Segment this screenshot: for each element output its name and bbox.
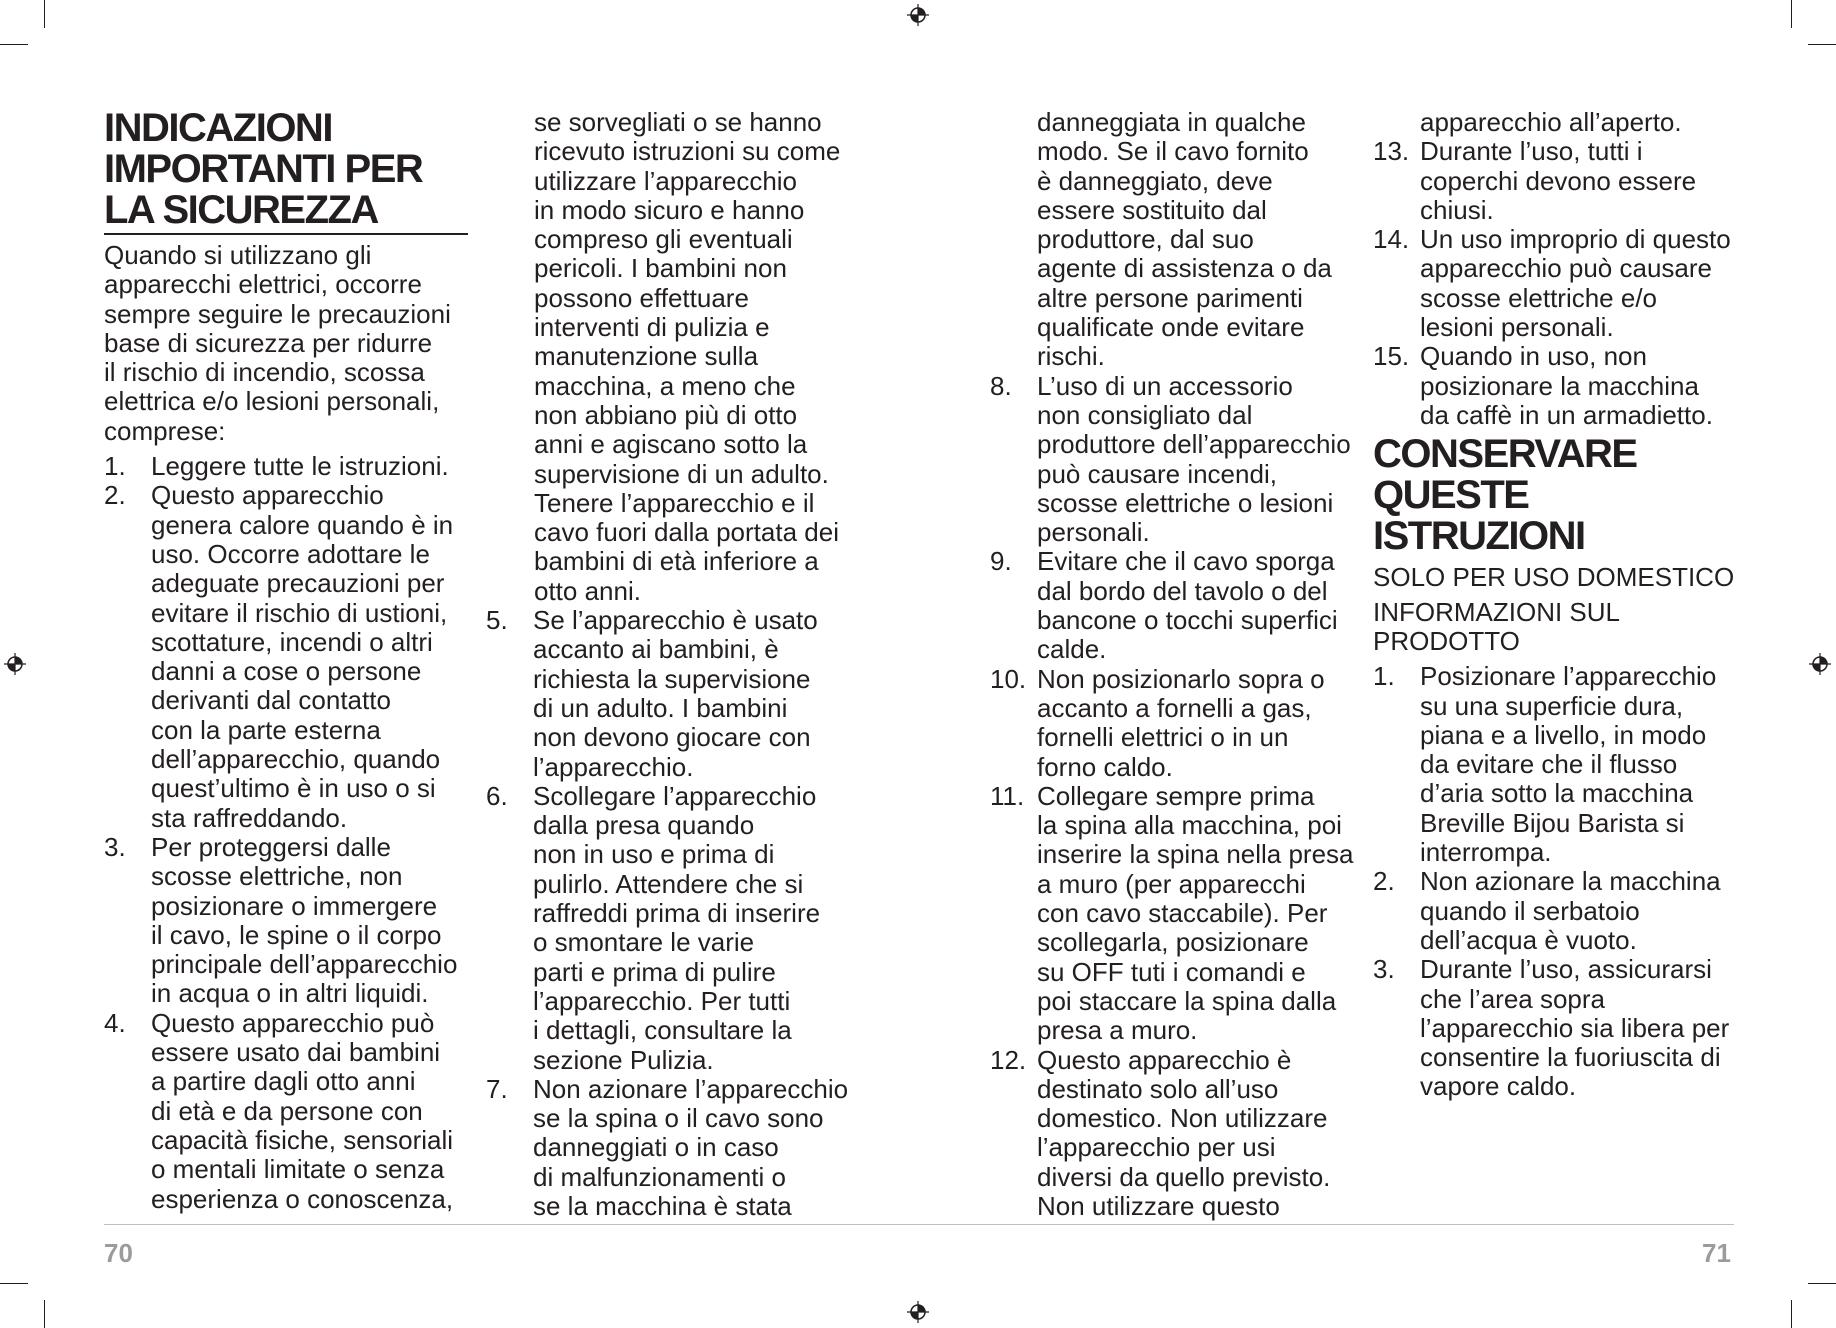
text-line: il cavo, le spine o il corpo — [151, 919, 442, 950]
text-line: quest’ultimo è in uso o si — [151, 773, 436, 804]
text-line: in modo sicuro e hanno — [534, 194, 805, 225]
item-number: 2. — [1373, 866, 1395, 897]
text-line: scollegarla, posizionare — [1037, 927, 1309, 958]
list-item — [990, 372, 1365, 548]
text-line: Non posizionarlo sopra o — [1037, 663, 1325, 694]
text-line: Breville Bijou Barista si — [1420, 807, 1685, 838]
list-item — [1373, 342, 1735, 430]
safety-heading — [104, 108, 468, 235]
text-line: presa a muro. — [1037, 1015, 1198, 1046]
continued-item-12 — [1373, 108, 1735, 137]
item-number: 15. — [1373, 341, 1410, 372]
item-number: 5. — [486, 605, 508, 636]
list-item — [990, 782, 1365, 1046]
text-line: di età e da persone con — [151, 1095, 423, 1126]
text-line: sempre seguire le precauzioni — [104, 298, 451, 329]
text-line: inserire la spina nella presa — [1037, 839, 1354, 870]
text-line: l’apparecchio per usi — [1037, 1132, 1276, 1163]
text-line: non abbiano più di otto — [534, 399, 798, 430]
text-line: accanto a fornelli a gas, — [1037, 692, 1312, 723]
text-line: Collegare sempre prima — [1037, 780, 1315, 811]
text-line: danneggiata in qualche — [1037, 107, 1306, 137]
text-line: Evitare che il cavo sporga — [1037, 546, 1335, 577]
text-line: Questo apparecchio — [151, 480, 384, 511]
text-line: o smontare le varie — [533, 927, 755, 958]
text-line: se la spina o il cavo sono — [533, 1103, 824, 1134]
text-line: dalla presa quando — [533, 810, 755, 841]
text-line: su OFF tuti i comandi e — [1037, 956, 1306, 987]
list-item — [486, 782, 866, 1075]
column-1 — [104, 108, 464, 1214]
text-line: consentire la fuoriuscita di — [1420, 1042, 1721, 1073]
item-number: 9. — [990, 546, 1012, 577]
list-item — [1373, 137, 1735, 225]
text-line: uso. Occorre adottare le — [151, 538, 430, 569]
text-line: parti e prima di pulire — [533, 956, 776, 987]
text-line: l’apparecchio. — [533, 751, 694, 782]
text-line: d’aria sotto la macchina — [1420, 778, 1694, 809]
page-number-right: 71 — [1702, 1238, 1731, 1268]
list-item — [104, 833, 464, 1009]
text-line: Leggere tutte le istruzioni. — [151, 451, 449, 482]
list-item — [486, 606, 866, 782]
text-line: l’apparecchio sia libera per — [1420, 1012, 1730, 1043]
text-line: pulirlo. Attendere che si — [533, 868, 804, 899]
text-line: manutenzione sulla — [534, 341, 759, 372]
registration-mark-icon — [907, 1301, 929, 1323]
text-line: produttore, dal suo — [1037, 224, 1254, 255]
text-line: da caffè in un armadietto. — [1420, 399, 1713, 430]
heading-line: IMPORTANTI PER — [104, 147, 423, 191]
text-line: supervisione di un adulto. — [534, 458, 829, 489]
list-item — [1373, 662, 1735, 867]
list-item — [990, 547, 1365, 664]
text-line: essere usato dai bambini — [151, 1037, 441, 1068]
text-line: l’apparecchio. Per tutti — [533, 985, 791, 1016]
text-line: scosse elettriche, non — [151, 861, 403, 892]
text-line: Se l’apparecchio è usato — [533, 605, 818, 636]
continued-item-4 — [486, 108, 866, 606]
text-line: interventi di pulizia e — [534, 312, 770, 343]
text-line: scottature, incendi o altri — [151, 626, 433, 657]
list-item — [104, 452, 464, 481]
text-line: base di sicurezza per ridurre — [104, 327, 433, 358]
crop-mark — [0, 44, 28, 45]
text-line: Non azionare l’apparecchio — [533, 1073, 849, 1104]
text-line: posizionare o immergere — [151, 890, 438, 921]
text-line: posizionare la macchina — [1420, 370, 1699, 401]
text-line: raffreddi prima di inserire — [533, 898, 821, 929]
text-line: i dettagli, consultare la — [533, 1015, 792, 1046]
safety-list — [1373, 137, 1735, 430]
item-number: 3. — [104, 831, 126, 862]
item-number: 12. — [990, 1044, 1027, 1075]
text-line: bambini di età inferiore a — [534, 546, 819, 577]
crop-mark — [1791, 1300, 1792, 1328]
column-2 — [486, 108, 866, 1221]
text-line: Non utilizzare questo — [1037, 1190, 1280, 1221]
text-line: sta raffreddando. — [151, 802, 348, 833]
heading-line: CONSERVARE — [1373, 432, 1637, 477]
item-number: 3. — [1373, 954, 1395, 985]
heading-line: PRODOTTO — [1373, 626, 1520, 657]
item-number: 8. — [990, 370, 1012, 401]
text-line: Scollegare l’apparecchio — [533, 780, 817, 811]
text-line: derivanti dal contatto — [151, 685, 391, 716]
list-item — [1373, 955, 1735, 1101]
text-line: apparecchio può causare — [1420, 253, 1712, 284]
text-line: non in uso e prima di — [533, 839, 775, 870]
text-line: di un adulto. I bambini — [533, 692, 788, 723]
text-line: pericoli. I bambini non — [534, 253, 787, 284]
text-line: apparecchi elettrici, occorre — [104, 269, 422, 300]
text-line: Per proteggersi dalle — [151, 831, 391, 862]
heading-line: INDICAZIONI — [104, 106, 332, 150]
text-line: quando il serbatoio — [1420, 895, 1640, 926]
text-line: a muro (per apparecchi — [1037, 868, 1306, 899]
text-line: principale dell’apparecchio — [151, 949, 458, 980]
list-item — [104, 481, 464, 833]
text-line: vapore caldo. — [1420, 1071, 1577, 1102]
intro-paragraph — [104, 241, 464, 446]
text-line: richiesta la supervisione — [533, 663, 811, 694]
product-info-list — [1373, 662, 1735, 1101]
text-line: dell’apparecchio, quando — [151, 744, 441, 775]
text-line: produttore dell’apparecchio — [1037, 429, 1351, 460]
crop-mark — [1808, 44, 1836, 45]
crop-mark — [44, 0, 45, 28]
text-line: L’uso di un accessorio — [1037, 370, 1293, 401]
heading-line: INFORMAZIONI SUL — [1373, 597, 1621, 628]
page-number-left: 70 — [104, 1238, 133, 1268]
list-item — [486, 1075, 866, 1221]
text-line: se la macchina è stata — [533, 1190, 792, 1221]
text-line: è danneggiato, deve — [1037, 165, 1273, 196]
text-line: in acqua o in altri liquidi. — [151, 978, 429, 1009]
item-number: 7. — [486, 1073, 508, 1104]
list-item — [1373, 867, 1735, 955]
item-number: 13. — [1373, 136, 1410, 167]
text-line: bancone o tocchi superfici — [1037, 605, 1338, 636]
text-line: non devono giocare con — [533, 722, 811, 753]
text-line: danneggiati o in caso — [533, 1132, 779, 1163]
registration-mark-icon — [907, 4, 929, 26]
text-line: dell’acqua è vuoto. — [1420, 924, 1637, 955]
text-line: utilizzare l’apparecchio — [534, 165, 798, 196]
text-line: a partire dagli otto anni — [151, 1066, 416, 1097]
household-use-label: SOLO PER USO DOMESTICO — [1373, 562, 1735, 593]
text-line: capacità fisiche, sensoriali — [151, 1124, 454, 1155]
text-line: la spina alla macchina, poi — [1037, 810, 1342, 841]
text-line: domestico. Non utilizzare — [1037, 1103, 1328, 1134]
text-line: scosse elettriche e/o — [1420, 282, 1658, 313]
text-line: coperchi devono essere — [1420, 165, 1697, 196]
text-line: modo. Se il cavo fornito — [1037, 136, 1309, 167]
crop-mark — [0, 1283, 28, 1284]
text-line: Quando si utilizzano gli — [104, 240, 372, 270]
text-line: accanto ai bambini, è — [533, 634, 779, 665]
keep-instructions-heading — [1373, 434, 1735, 557]
text-line: con cavo staccabile). Per — [1037, 898, 1328, 929]
text-line: apparecchio all’aperto. — [1420, 107, 1682, 137]
text-line: elettrica e/o lesioni personali, — [104, 386, 440, 417]
text-line: rischi. — [1037, 341, 1105, 372]
list-item — [990, 665, 1365, 782]
text-line: su una superficie dura, — [1420, 690, 1684, 721]
text-line: otto anni. — [534, 575, 641, 606]
text-line: piana e a livello, in modo — [1420, 719, 1707, 750]
footer-divider — [104, 1224, 1734, 1225]
safety-list — [486, 606, 866, 1221]
text-line: Un uso improprio di questo — [1420, 224, 1731, 255]
continued-item-7 — [990, 108, 1365, 372]
text-line: possono effettuare — [534, 282, 749, 313]
text-line: forno caldo. — [1037, 751, 1173, 782]
text-line: ricevuto istruzioni su come — [534, 136, 841, 167]
product-info-heading — [1373, 598, 1735, 656]
text-line: esperienza o conoscenza, — [151, 1183, 454, 1214]
text-line: destinato solo all’uso — [1037, 1073, 1279, 1104]
text-line: che l’area sopra — [1420, 983, 1605, 1014]
text-line: compreso gli eventuali — [534, 224, 793, 255]
text-line: comprese: — [104, 415, 226, 446]
text-line: genera calore quando è in — [151, 509, 454, 540]
item-number: 11. — [990, 780, 1025, 811]
text-line: fornelli elettrici o in un — [1037, 722, 1289, 753]
text-line: poi staccare la spina dalla — [1037, 985, 1337, 1016]
text-line: interrompa. — [1420, 837, 1552, 868]
text-line: lesioni personali. — [1420, 312, 1614, 343]
text-line: con la parte esterna — [151, 714, 381, 745]
text-line: di malfunzionamenti o — [533, 1161, 786, 1192]
text-line: Posizionare l’apparecchio — [1420, 661, 1717, 692]
crop-mark — [44, 1300, 45, 1328]
list-item — [990, 1046, 1365, 1222]
text-line: macchina, a meno che — [534, 370, 796, 401]
registration-mark-icon — [4, 653, 26, 675]
heading-line: LA SICUREZZA — [104, 188, 378, 232]
crop-mark — [1791, 0, 1792, 28]
text-line: Questo apparecchio può — [151, 1007, 435, 1038]
item-number: 1. — [1373, 661, 1395, 692]
text-line: Durante l’uso, assicurarsi — [1420, 954, 1712, 985]
list-item — [1373, 225, 1735, 342]
text-line: evitare il rischio di ustioni, — [151, 597, 448, 628]
column-4 — [1373, 108, 1735, 1102]
text-line: può causare incendi, — [1037, 458, 1277, 489]
text-line: calde. — [1037, 634, 1107, 665]
text-line: non consigliato dal — [1037, 399, 1253, 430]
text-line: il rischio di incendio, scossa — [104, 357, 425, 388]
text-line: o mentali limitate o senza — [151, 1154, 445, 1185]
text-line: cavo fuori dalla portata dei — [534, 517, 839, 548]
item-number: 2. — [104, 480, 126, 511]
text-line: chiusi. — [1420, 194, 1494, 225]
text-line: Durante l’uso, tutti i — [1420, 136, 1643, 167]
item-number: 10. — [990, 663, 1027, 694]
text-line: diversi da quello previsto. — [1037, 1161, 1331, 1192]
text-line: anni e agiscano sotto la — [534, 429, 808, 460]
text-line: Tenere l’apparecchio e il — [534, 487, 815, 518]
text-line: agente di assistenza o da — [1037, 253, 1332, 284]
safety-list — [104, 452, 464, 1214]
heading-line: QUESTE ISTRUZIONI — [1373, 473, 1585, 559]
text-line: Questo apparecchio è — [1037, 1044, 1292, 1075]
text-line: qualificate onde evitare — [1037, 312, 1305, 343]
crop-mark — [1808, 1283, 1836, 1284]
item-number: 1. — [104, 451, 126, 482]
text-line: Quando in uso, non — [1420, 341, 1647, 372]
item-number: 6. — [486, 780, 508, 811]
text-line: Non azionare la macchina — [1420, 866, 1721, 897]
text-line: essere sostituito dal — [1037, 194, 1267, 225]
list-item — [104, 1009, 464, 1214]
text-line: scosse elettriche o lesioni — [1037, 487, 1334, 518]
text-line: danni a cose o persone — [151, 656, 422, 687]
safety-list — [990, 372, 1365, 1222]
text-line: sezione Pulizia. — [533, 1044, 714, 1075]
text-line: altre persone parimenti — [1037, 282, 1303, 313]
text-line: dal bordo del tavolo o del — [1037, 575, 1328, 606]
item-number: 4. — [104, 1007, 126, 1038]
text-line: se sorvegliati o se hanno — [534, 107, 822, 137]
text-line: personali. — [1037, 517, 1150, 548]
column-3 — [990, 108, 1365, 1221]
text-line: da evitare che il flusso — [1420, 749, 1678, 780]
registration-mark-icon — [1809, 653, 1831, 675]
text-line: adeguate precauzioni per — [151, 568, 445, 599]
item-number: 14. — [1373, 224, 1410, 255]
